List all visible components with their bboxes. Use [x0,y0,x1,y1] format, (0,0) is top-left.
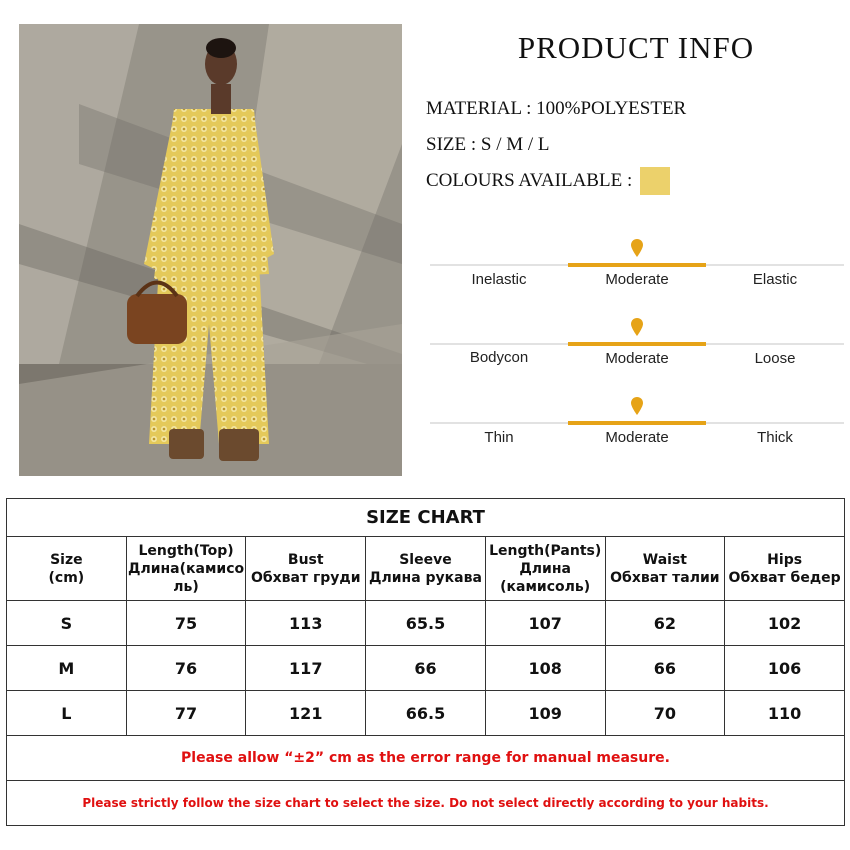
header-bust: Bust Обхват груди [246,537,366,601]
cell-sleeve: 66 [366,646,486,691]
size-chart-table [6,498,845,826]
size-chart-title: SIZE CHART [7,499,845,537]
map-pin-icon [631,239,643,257]
cell-size: M [7,646,127,691]
scale-left-label: Inelastic [471,271,527,288]
model-photo-illustration [19,24,402,476]
scale-right-label: Thick [757,429,793,446]
cell-length-pants: 109 [485,691,605,736]
header-length-top: Length(Top) Длина(камисо ль) [126,537,246,601]
product-photo [19,24,402,476]
table-row [7,691,845,736]
header-length-pants: Length(Pants) Длина (камисоль) [485,537,605,601]
cell-sleeve: 65.5 [366,601,486,646]
cell-hips: 102 [725,601,845,646]
cell-bust: 121 [246,691,366,736]
header-size: Size (cm) [7,537,127,601]
scale-middle-label: Moderate [605,271,669,288]
cell-sleeve: 66.5 [366,691,486,736]
product-info-title: PRODUCT INFO [517,30,755,65]
thickness-scale [430,397,844,446]
header-waist: Waist Обхват талии [605,537,725,601]
measurement-note: Please allow “±2” cm as the error range for manual measure. [7,736,845,781]
scale-left-label: Thin [484,429,514,446]
scale-middle-label: Moderate [605,429,669,446]
stretch-scale [430,239,844,288]
header-hips: Hips Обхват бедер [725,537,845,601]
scale-right-label: Elastic [752,271,798,288]
size-advice-note: Please strictly follow the size chart to select the size. Do not select directly according to your habits. [7,781,845,826]
size-line: SIZE : S / M / L [426,134,550,155]
colour-swatch-yellow [640,167,670,195]
scale-right-label: Loose [754,350,796,367]
header-sleeve: Sleeve Длина рукава [366,537,486,601]
cell-size: S [7,601,127,646]
scale-left-label: Bodycon [469,349,529,366]
cell-length-top: 77 [126,691,246,736]
table-row [7,601,845,646]
scale-middle-label: Moderate [605,350,669,367]
colours-line [426,167,670,195]
cell-bust: 113 [246,601,366,646]
cell-hips: 106 [725,646,845,691]
map-pin-icon [631,397,643,415]
header-row [7,537,845,601]
cell-size: L [7,691,127,736]
cell-length-pants: 108 [485,646,605,691]
colours-label: COLOURS AVAILABLE : [426,170,633,191]
cell-length-top: 76 [126,646,246,691]
cell-length-pants: 107 [485,601,605,646]
cell-waist: 70 [605,691,725,736]
scale-fill [568,421,706,425]
material-line: MATERIAL : 100%POLYESTER [426,98,687,119]
cell-hips: 110 [725,691,845,736]
scale-fill [568,342,706,346]
cell-waist: 66 [605,646,725,691]
cell-bust: 117 [246,646,366,691]
fit-scale [430,318,844,367]
cell-length-top: 75 [126,601,246,646]
cell-waist: 62 [605,601,725,646]
scale-fill [568,263,706,267]
table-row [7,646,845,691]
map-pin-icon [631,318,643,336]
